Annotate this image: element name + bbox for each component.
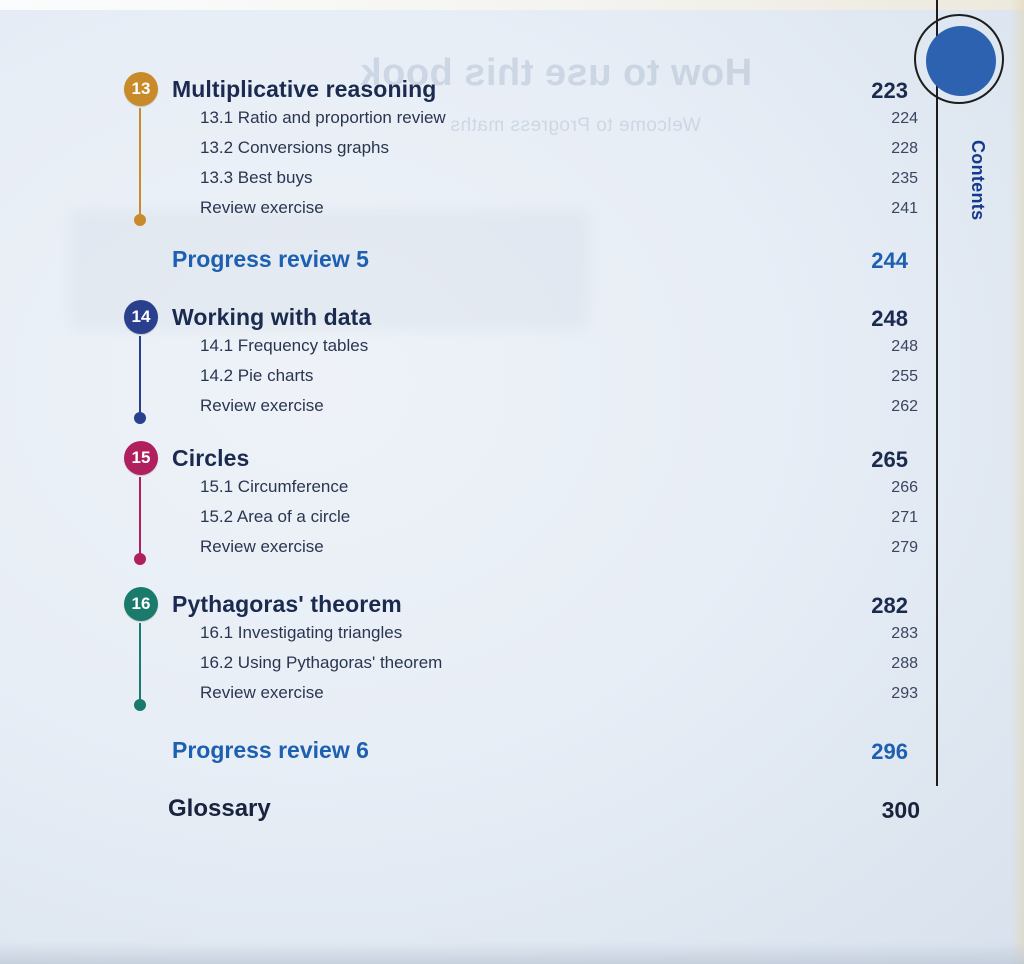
section-entry[interactable] [0,477,930,507]
section-title: 14.2 Pie charts [200,366,314,385]
chapter-title: Multiplicative reasoning [172,76,437,102]
chapter-entry[interactable] [0,300,930,415]
chapter-page-number: 223 [871,78,908,103]
progress-review-entry[interactable] [0,246,930,290]
section-title: 13.2 Conversions graphs [200,138,390,157]
ghost-subheading: Welcome to Progress maths [450,115,701,136]
section-entry[interactable] [0,168,930,198]
glossary-title: Glossary [168,795,271,822]
page-top-edge [0,0,1024,10]
ghost-heading: How to use this book [360,52,753,94]
contents-tab-label: Contents [968,140,988,221]
chapter-title: Working with data [172,304,372,330]
section-title: Review exercise [200,198,324,217]
section-page-number: 271 [891,509,918,526]
page-bottom-shadow [0,942,1024,964]
chapter-title: Pythagoras' theorem [172,591,402,617]
chapter-number-badge: 15 [124,441,158,475]
section-entry[interactable] [0,537,930,567]
chapter-header[interactable] [0,441,930,481]
section-title: 13.3 Best buys [200,168,313,187]
chapter-number-badge: 14 [124,300,158,334]
section-entry[interactable] [0,138,930,168]
section-entry[interactable] [0,336,930,366]
chapter-header[interactable] [0,587,930,627]
section-page-number: 279 [891,539,918,556]
section-title: 15.2 Area of a circle [200,507,351,526]
chapter-header[interactable] [0,72,930,112]
section-entry[interactable] [0,623,930,653]
section-entry[interactable] [0,366,930,396]
section-page-number: 248 [891,338,918,355]
section-title: Review exercise [200,396,324,415]
chapter-page-number: 282 [871,593,908,618]
section-page-number: 235 [891,170,918,187]
section-entry[interactable] [0,683,930,713]
chapter-title: Circles [172,445,250,471]
contents-tab-dot [926,26,996,96]
page-right-edge [1010,0,1024,964]
section-page-number: 255 [891,368,918,385]
progress-review-page-number: 296 [871,739,908,764]
section-title: Review exercise [200,537,324,556]
glossary-page-number: 300 [881,797,920,823]
section-title: 14.1 Frequency tables [200,336,369,355]
progress-review-title: Progress review 6 [172,737,369,763]
glossary-entry[interactable] [0,795,930,839]
chapter-page-number: 265 [871,447,908,472]
chapter-header[interactable] [0,300,930,340]
chapter-number-badge: 16 [124,587,158,621]
section-title: Review exercise [200,683,324,702]
chapter-page-number: 248 [871,306,908,331]
contents-tab-rule [936,0,938,786]
chapter-number-badge: 13 [124,72,158,106]
section-title: 15.1 Circumference [200,477,349,496]
progress-review-page-number: 244 [871,248,908,273]
section-entry[interactable] [0,108,930,138]
section-page-number: 283 [891,625,918,642]
section-title: 16.1 Investigating triangles [200,623,403,642]
section-page-number: 288 [891,655,918,672]
section-title: 13.1 Ratio and proportion review [200,108,446,127]
section-page-number: 241 [891,200,918,217]
section-page-number: 266 [891,479,918,496]
section-page-number: 293 [891,685,918,702]
section-entry[interactable] [0,198,930,228]
section-entry[interactable] [0,507,930,537]
section-page-number: 224 [891,110,918,127]
section-page-number: 262 [891,398,918,415]
progress-review-title: Progress review 5 [172,246,369,272]
section-title: 16.2 Using Pythagoras' theorem [200,653,443,672]
progress-review-entry[interactable] [0,737,930,781]
section-page-number: 228 [891,140,918,157]
section-entry[interactable] [0,396,930,426]
chapter-entry[interactable] [0,587,930,702]
section-entry[interactable] [0,653,930,683]
chapter-entry[interactable] [0,441,930,556]
